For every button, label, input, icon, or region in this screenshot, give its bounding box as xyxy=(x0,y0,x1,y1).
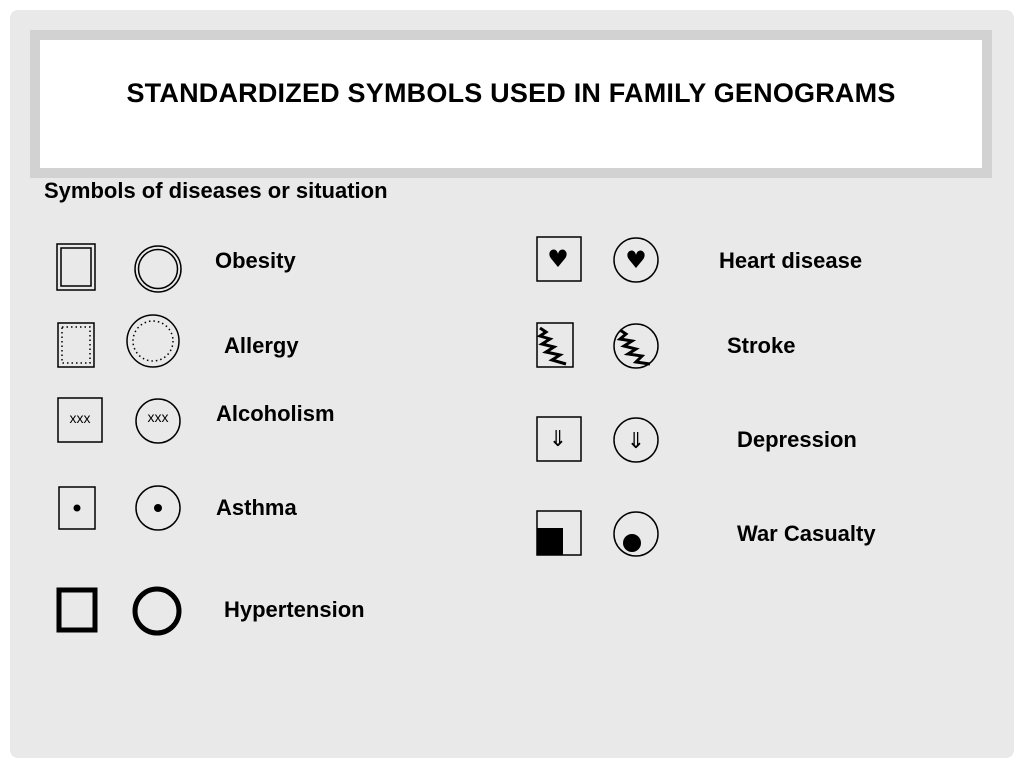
heart-disease-square-icon xyxy=(536,236,584,284)
label-hypertension: Hypertension xyxy=(224,597,365,622)
label-obesity: Obesity xyxy=(215,248,296,273)
obesity-circle-icon xyxy=(133,244,183,294)
depression-circle-mark: ⇓ xyxy=(626,429,646,454)
depression-circle-icon xyxy=(612,416,662,466)
allergy-square-icon xyxy=(57,322,99,370)
subtitle: Symbols of diseases or situation xyxy=(44,178,388,203)
asthma-square-icon xyxy=(58,486,98,532)
label-asthma: Asthma xyxy=(216,495,297,520)
stroke-circle-icon xyxy=(612,322,662,372)
hypertension-square-icon xyxy=(56,587,100,635)
alcoholism-circle-mark: xxx xyxy=(147,409,169,425)
depression-square-icon xyxy=(536,416,584,464)
heart-disease-circle-icon xyxy=(612,236,662,286)
war-casualty-circle-icon xyxy=(612,510,662,560)
alcoholism-square-icon xyxy=(57,397,105,445)
heart-square-mark: ♥ xyxy=(547,245,569,273)
label-heart-disease: Heart disease xyxy=(719,248,863,273)
obesity-square-icon xyxy=(56,243,98,293)
label-war-casualty: War Casualty xyxy=(737,521,876,546)
stroke-square-icon xyxy=(536,322,576,370)
allergy-circle-icon xyxy=(126,314,184,370)
war-casualty-square-icon xyxy=(536,510,584,558)
asthma-circle-icon xyxy=(134,484,184,534)
label-alcoholism: Alcoholism xyxy=(216,401,335,426)
alcoholism-circle-icon xyxy=(134,397,184,447)
title-box xyxy=(30,30,992,178)
label-depression: Depression xyxy=(737,427,857,452)
heart-circle-mark: ♥ xyxy=(625,246,647,274)
hypertension-circle-icon xyxy=(132,586,184,638)
page-title: STANDARDIZED SYMBOLS USED IN FAMILY GENOGRAMS xyxy=(126,78,896,108)
label-allergy: Allergy xyxy=(224,333,299,358)
depression-square-mark: ⇓ xyxy=(548,427,568,452)
alcoholism-square-mark: xxx xyxy=(69,410,91,426)
label-stroke: Stroke xyxy=(727,333,796,358)
